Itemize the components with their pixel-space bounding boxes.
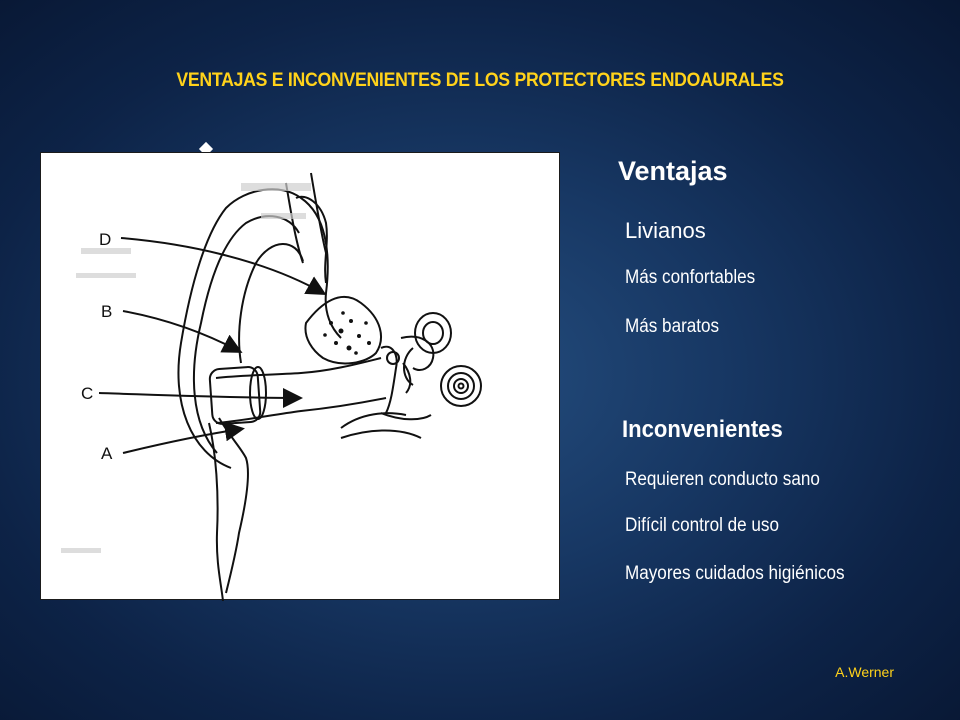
mastoid-dots	[323, 311, 371, 355]
cochlea	[441, 366, 481, 406]
label-c: C	[81, 384, 94, 403]
inconvenientes-item: Mayores cuidados higiénicos	[625, 563, 845, 584]
pinna-outline	[178, 189, 341, 468]
inconvenientes-item: Difícil control de uso	[625, 515, 779, 536]
author-credit: A.Werner	[835, 664, 894, 680]
inconvenientes-item: Requieren conducto sano	[625, 469, 820, 490]
slide-title: VENTAJAS E INCONVENIENTES DE LOS PROTECTORES ENDOAURALES	[176, 70, 784, 91]
ear-anatomy-drawing	[41, 153, 561, 601]
arrow-c	[99, 393, 299, 398]
label-a: A	[101, 444, 113, 463]
ventajas-item: Livianos	[625, 218, 706, 243]
ventajas-heading: Ventajas	[618, 156, 728, 186]
ventajas-item: Más baratos	[625, 316, 720, 337]
arrow-a	[123, 429, 241, 453]
inconvenientes-heading: Inconvenientes	[622, 416, 783, 443]
ventajas-item: Más confortables	[625, 267, 756, 288]
label-d: D	[99, 230, 112, 249]
label-b: B	[101, 302, 113, 321]
ear-diagram	[40, 152, 560, 600]
